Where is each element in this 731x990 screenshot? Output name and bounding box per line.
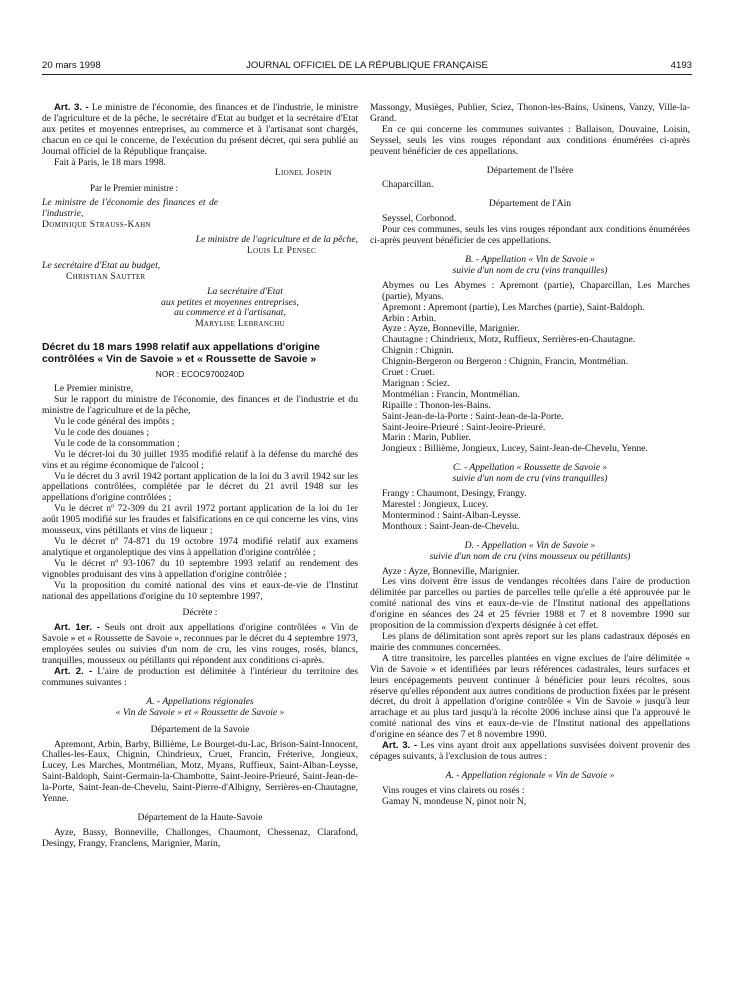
section-a3-title: A. - Appellation régionale « Vin de Savoie » <box>445 769 615 781</box>
list-item: Cruet : Cruet. <box>382 367 435 379</box>
savoie-communes: Apremont, Arbin, Barby, Billième, Le Bourget-du-Lac, Brison-Saint-Innocent, Challes-les-Eaux, Chignin, Chindrieux, Cruet, Francin, Fréterive, Jongieux, Lucey, Les Marches, Montmélian, Motz, Myans, Ruffieux, Saint-Alban-Leysse, Saint-Baldoph, Saint-Germain-la-Chambotte, Saint-Jeoire-Prieuré, Saint-Jean-de-la-Porte, Saint-Jean-de-Chevelu, Saint-Pierre-d'Albigny, Serrières-en-Chautagne, Yenne. <box>42 738 358 805</box>
haute-savoie-communes-cont: Massongy, Musièges, Publier, Sciez, Thonon-les-Bains, Usinens, Vanzy, Ville-la-Grand. <box>370 102 690 124</box>
department-haute-savoie: Département de la Haute-Savoie <box>137 811 263 823</box>
section-b-title: B. - Appellation « Vin de Savoie » <box>465 253 595 265</box>
section-c-subtitle: suivie d'un nom de cru (vins tranquilles) <box>452 473 608 485</box>
article-3-paragraph <box>370 741 690 763</box>
article-label: Art. 1er. - <box>54 622 100 634</box>
haute-savoie-communes: Ayze, Bassy, Bonneville, Challonges, Chaumont, Chessenaz, Clarafond, Desingy, Frangy, Franclens, Marignier, Marin, <box>42 826 358 849</box>
visa-paragraph: Vu le décret nº 74-871 du 19 octobre 1974 modifié relatif aux examens analytique et organoleptique des vins à appellation d'origine contrôlée ; <box>42 536 358 558</box>
list-item: Marignan : Sciez. <box>382 377 450 389</box>
list-item: Saint-Jean-de-la-Porte : Saint-Jean-de-la-Porte. <box>382 410 564 422</box>
department-ain: Département de l'Ain <box>488 198 572 210</box>
visa-paragraph: Vu la proposition du comité national des vins et eaux-de-vie de l'Institut national des appellations d'origine du 10 septembre 1997, <box>42 579 358 602</box>
secretary-budget-title: Le secrétaire d'Etat au budget, <box>42 259 161 271</box>
ain-communes: Seyssel, Corbonod. <box>382 213 457 225</box>
article-2-paragraph <box>42 667 358 689</box>
visa-paragraph: Vu le code des douanes ; <box>54 426 150 438</box>
list-item: Apremont : Apremont (partie), Les Marches (partie), Saint-Baldoph. <box>382 301 645 313</box>
list-item: Chignin-Bergeron ou Bergeron : Chignin, Francin, Montmélian. <box>382 356 629 368</box>
list-item: Montmélian : Francin, Montmélian. <box>382 388 520 400</box>
secretary-budget-name: Christian Sautter <box>66 270 146 282</box>
list-item: Saint-Jeoire-Prieuré : Saint-Jeoire-Prieuré. <box>382 421 546 433</box>
article-text: Seuls ont droit aux appellations d'origine contrôlées « Vin de Savoie » et « Roussette de Savoie », reconnues par le décret du 4 septembre 1973, employées seules ou suivies d'un nom de cru, les vins rouges, rosés, blancs, tranquilles, mousseux ou pétillants qui répondent aux conditions ci-après. <box>42 622 358 667</box>
grape-list: Gamay N, mondeuse N, pinot noir N, <box>382 795 527 807</box>
left-column <box>42 103 358 850</box>
list-item: Marestel : Jongieux, Lucey. <box>382 499 489 510</box>
article-text: L'aire de production est délimitée à l'intérieur du territoire des communes suivantes : <box>42 665 358 688</box>
list-item: Ayze : Ayze, Bonneville, Marignier. <box>382 323 520 335</box>
article-3-paragraph <box>42 103 358 158</box>
section-c-list <box>370 489 690 533</box>
signature-prime-minister: Lionel Jospin <box>274 167 332 179</box>
ain-paragraph: Pour ces communes, seuls les vins rouges répondant aux conditions énumérées ci-après peuvent bénéficier de ces appellations. <box>370 224 690 247</box>
section-b-subtitle: suivie d'un nom de cru (vins tranquilles) <box>452 264 608 276</box>
visa-paragraph: Vu le code général des impôts ; <box>54 416 175 428</box>
section-d-title: D. - Appellation « Vin de Savoie » <box>464 539 596 551</box>
secretary-pme-title-2: aux petites et moyennes entreprises, <box>161 296 299 308</box>
page-header <box>42 60 692 74</box>
article-1-paragraph <box>42 623 358 667</box>
par-premier-ministre: Par le Premier ministre : <box>90 183 178 194</box>
list-item: Jongieux : Billième, Jongieux, Lucey, Saint-Jean-de-Chevelu, Yenne. <box>382 443 648 455</box>
header-rule <box>42 74 692 75</box>
minister-economy-title: Le ministre de l'économie des finances et de l'industrie, <box>42 197 218 220</box>
list-item: Marin : Marin, Publier. <box>382 432 471 444</box>
section-d-paragraph: Les vins doivent être issus de vendanges récoltées dans l'aire de production délimitée par parcelles ou parties de parcelles telle qu'elle a été approuvée par le comité national des vins et eaux-de-vie de l'Institut national des appellations d'origine en séances des 24 et 25 février 1988 et 7 et 8 novembre 1990 sur proposition de la commission d'experts désignée à cet effet. <box>370 576 690 632</box>
list-item: Chignin : Chignin. <box>382 345 454 357</box>
section-d-subtitle: suivie d'un nom de cru (vins mousseux ou pétillants) <box>429 550 631 562</box>
secretary-pme-title-3: au commerce et à l'artisanat, <box>174 307 286 319</box>
decrete-heading: Décrète : <box>182 607 218 619</box>
list-item: Abymes ou Les Abymes : Apremont (partie), Chaparcillan, Les Marches (partie), Myans. <box>382 279 690 302</box>
visa-paragraph: Vu le code de la consommation ; <box>54 437 180 449</box>
isere-communes: Chaparcillan. <box>382 179 434 191</box>
fait-line: Fait à Paris, le 18 mars 1998. <box>54 156 166 168</box>
article-label: Art. 3. - <box>54 102 89 113</box>
minister-economy-name: Dominique Strauss-Kahn <box>42 219 151 231</box>
visa-paragraph: Sur le rapport du ministre de l'économie, des finances et de l'industrie et du ministre de l'agriculture et de la pêche, <box>42 394 358 417</box>
list-item: Monterminod : Saint-Alban-Leysse. <box>382 509 521 521</box>
visa-paragraph: Vu le décret du 3 avril 1942 portant application de la loi du 3 avril 1942 sur les appellations contrôlées, complétée par le décret du 21 avril 1948 sur les appellations d'origine contrôlées ; <box>42 470 358 504</box>
nor-reference: NOR : ECOC9700240D <box>155 369 245 380</box>
secretary-pme-title-1: La secrétaire d'Etat <box>207 285 283 297</box>
right-column <box>370 103 690 808</box>
section-d-paragraph: A titre transitoire, les parcelles plantées en vigne exclues de l'aire délimitée « Vin de Savoie » et identifiées par leurs références cadastrales, leurs surfaces et leurs encépagements peuvent continuer à bénéficier pour leurs récoltes, sous réserve qu'elles répondent aux autres conditions de production fixées par le présent décret, du droit à appellation d'origine contrôlée « Vin de Savoie » jusqu'à leur arrachage et au plus tard jusqu'à la récolte 2006 incluse ainsi que l'a approuvé le comité national des vins et eaux-de-vie de l'Institut national des appellations d'origine en séance des 7 et 8 novembre 1990. <box>370 652 690 741</box>
department-savoie: Département de la Savoie <box>150 723 250 735</box>
article-label: Art. 3. - <box>382 740 418 752</box>
section-a-subtitle: « Vin de Savoie » et « Roussette de Savoie » <box>115 706 285 718</box>
secretary-pme-name: Marylise Lebranchu <box>195 318 285 330</box>
visa-paragraph: Le Premier ministre, <box>54 383 134 395</box>
list-item: Ripaille : Thonon-les-Bains. <box>382 399 491 411</box>
communes-paragraph: En ce qui concerne les communes suivantes : Ballaison, Douvaine, Loisin, Seyssel, seuls les vins rouges répondant aux conditions énumérées ci-après peuvent bénéficier de ces appellations. <box>370 123 690 157</box>
department-isere: Département de l'Isère <box>486 164 574 176</box>
article-label: Art. 2. - <box>54 665 93 677</box>
section-a-title: A. - Appellations régionales <box>146 695 254 707</box>
minister-agriculture-title: Le ministre de l'agriculture et de la pêche, <box>195 233 358 245</box>
section-b-list <box>370 281 690 456</box>
section-d-item: Ayze : Ayze, Bonneville, Marignier. <box>382 565 520 577</box>
section-d-paragraph: Les plans de délimitation sont après report sur les plans cadastraux déposés en mairie des communes concernées. <box>370 630 690 653</box>
list-item: Chautagne : Chindrieux, Motz, Ruffieux, Serrières-en-Chautagne. <box>382 334 636 346</box>
article-text: Les vins ayant droit aux appellations susvisées doivent provenir des cépages suivants, à l'exclusion de tous autres : <box>370 740 690 762</box>
list-item: Frangy : Chaumont, Desingy, Frangy. <box>382 488 527 500</box>
header-page-number: 4193 <box>670 60 692 71</box>
decree-title: Décret du 18 mars 1998 relatif aux appellations d'origine contrôlées « Vin de Savoie » et « Roussette de Savoie » <box>42 342 320 365</box>
visa-paragraph: Vu le décret nº 72-309 du 21 avril 1972 portant application de la loi du 1er août 1905 modifié sur les fraudes et falsifications en ce qui concerne les vins, vins mousseux, vins pétillants et vins de liqueur ; <box>42 503 358 537</box>
minister-agriculture-name: Louis Le Pensec <box>246 244 316 256</box>
visa-paragraph: Vu le décret-loi du 30 juillet 1935 modifié relatif à la défense du marché des vins et au régime économique de l'alcool ; <box>42 448 358 471</box>
article-text: Le ministre de l'économie, des finances et de l'industrie, le ministre de l'agriculture et de la pêche, le secrétaire d'Etat au budget et la secrétaire d'Etat aux petites et moyennes entreprises, au commerce et à l'artisanat sont chargés, chacun en ce qui le concerne, de l'exécution du présent décret, qui sera publié au Journal officiel de la République française. <box>42 102 358 157</box>
header-date: 20 mars 1998 <box>42 60 101 71</box>
grape-heading: Vins rouges et vins clairets ou rosés : <box>382 784 525 796</box>
visa-paragraph: Vu le décret nº 93-1067 du 10 septembre 1993 relatif au rendement des vignobles produisant des vins à appellation d'origine contrôlée ; <box>42 557 358 580</box>
section-c-title: C. - Appellation « Roussette de Savoie » <box>452 462 608 474</box>
list-item: Arbin : Arbin. <box>382 312 437 324</box>
header-journal-title: JOURNAL OFFICIEL DE LA RÉPUBLIQUE FRANÇAISE <box>246 60 488 71</box>
list-item: Monthoux : Saint-Jean-de-Chevelu. <box>382 520 520 532</box>
